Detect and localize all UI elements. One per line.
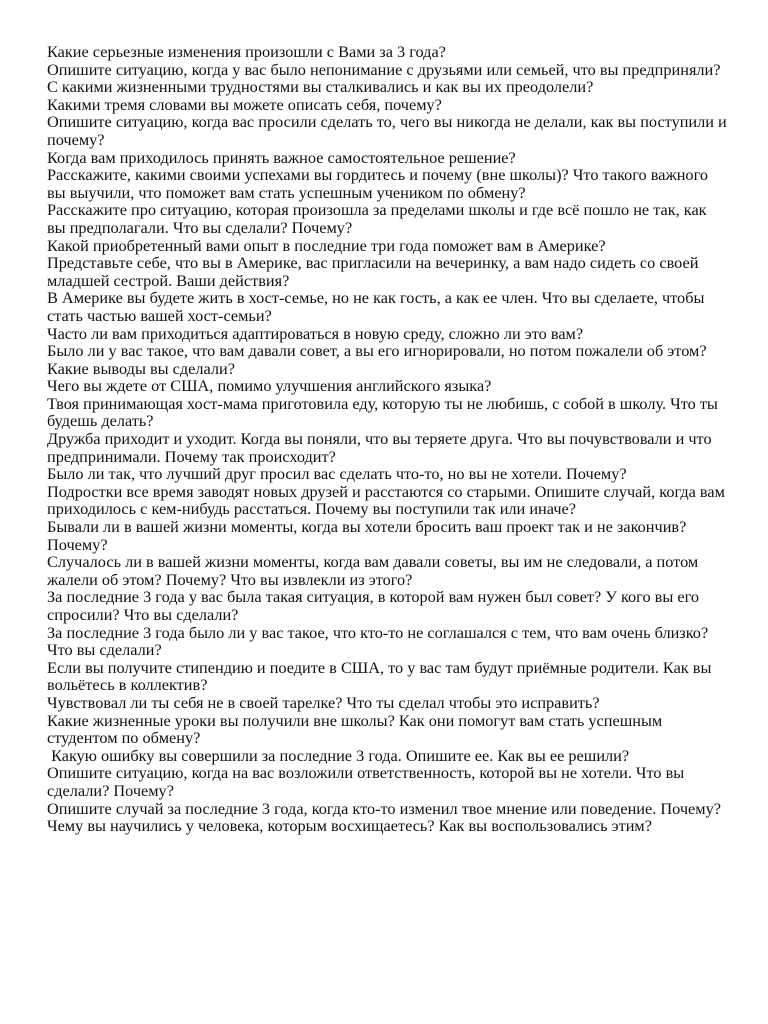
question-item: Чувствовал ли ты себя не в своей тарелке? Что ты сделал чтобы это исправить? [47, 692, 600, 712]
question-item: Какую ошибку вы совершили за последние 3 года. Опишите ее. Как вы ее решили? [47, 745, 630, 765]
question-item: Было ли у вас такое, что вам давали совет, а вы его игнорировали, но потом пожалели об этом? Какие выводы вы сделали? [47, 341, 711, 378]
question-item: Часто ли вам приходиться адаптироваться в новую среду, сложно ли это вам? [47, 323, 584, 343]
question-item: За последние 3 года у вас была такая ситуация, в которой вам нужен был совет? У кого вы его спросили? Что вы сделали? [47, 587, 704, 624]
question-item: Подростки все время заводят новых друзей и расстаются со старыми. Опишите случай, когда вам приходилось с кем-нибудь расстаться. Почему вы поступили так или иначе? [47, 481, 729, 519]
question-item: Случалось ли в вашей жизни моменты, когда вам давали советы, вы им не следовали, а потом жалели об этом? Почему? Что вы извлекли из этого? [47, 552, 703, 589]
question-item: Какой приобретенный вами опыт в последние три года поможет вам в Америке? [47, 235, 606, 255]
question-item: За последние 3 года было ли у вас такое, что кто-то не соглашался с тем, что вам очень близко? Что вы сделали? [47, 622, 713, 660]
question-item: Какими тремя словами вы можете описать себя, почему? [47, 94, 442, 114]
question-item: Чего вы ждете от США, помимо улучшения английского языка? [47, 376, 492, 396]
question-item: Опишите ситуацию, когда у вас было непонимание с друзьями или семьей, что вы предприняли? [47, 59, 721, 79]
question-item: Представьте себе, что вы в Америке, вас пригласили на вечеринку, а вам надо сидеть со своей младшей сестрой. Ваши действия? [47, 253, 703, 290]
question-item: Опишите случай за последние 3 года, когда кто-то изменил твое мнение или поведение. Почему? Чему вы научились у человека, которым восхищаетесь? Как вы воспользовались этим? [47, 798, 726, 836]
question-item: Расскажите про ситуацию, которая произошла за пределами школы и где всё пошло не так, как вы предполагали. Что вы сделали? Почему? [47, 200, 711, 237]
question-item: Когда вам приходилось принять важное самостоятельное решение? [47, 147, 516, 167]
question-item: Если вы получите стипендию и поедите в США, то у вас там будут приёмные родители. Как вы вольётесь в коллектив? [47, 657, 716, 695]
question-item: Какие серьезные изменения произошли с Вами за 3 года? [47, 42, 446, 61]
question-item: Опишите ситуацию, когда вас просили сделать то, чего вы никогда не делали, как вы поступили и почему? [47, 112, 731, 149]
question-item: Твоя принимающая хост-мама приготовила еду, которую ты не любишь, с собой в школу. Что ты будешь делать? [47, 393, 722, 431]
question-item: Какие жизненные уроки вы получили вне школы? Как они помогут вам стать успешным студентом по обмену? [47, 710, 667, 748]
question-item: В Америке вы будете жить в хост-семье, но не как гость, а как ее член. Что вы сделаете, чтобы стать частью вашей хост-семьи? [47, 288, 709, 325]
question-item: Бывали ли в вашей жизни моменты, когда вы хотели бросить ваш проект так и не закончив? Почему? [47, 517, 691, 554]
question-item: Было ли так, что лучший друг просил вас сделать что-то, но вы не хотели. Почему? [47, 464, 627, 484]
question-list [47, 42, 731, 836]
question-item: Опишите ситуацию, когда на вас возложили ответственность, которой вы не хотели. Что вы сделали? Почему? [47, 763, 689, 800]
question-item: С какими жизненными трудностями вы сталкивались и как вы их преодолели? [47, 77, 594, 97]
question-item: Расскажите, какими своими успехами вы гордитесь и почему (вне школы)? Что такого важного вы выучили, что поможет вам стать успешным учеником по обмену? [47, 165, 713, 202]
question-item: Дружба приходит и уходит. Когда вы поняли, что вы теряете друга. Что вы почувствовали и что предпринимали. Почему так происходит? [47, 429, 716, 466]
